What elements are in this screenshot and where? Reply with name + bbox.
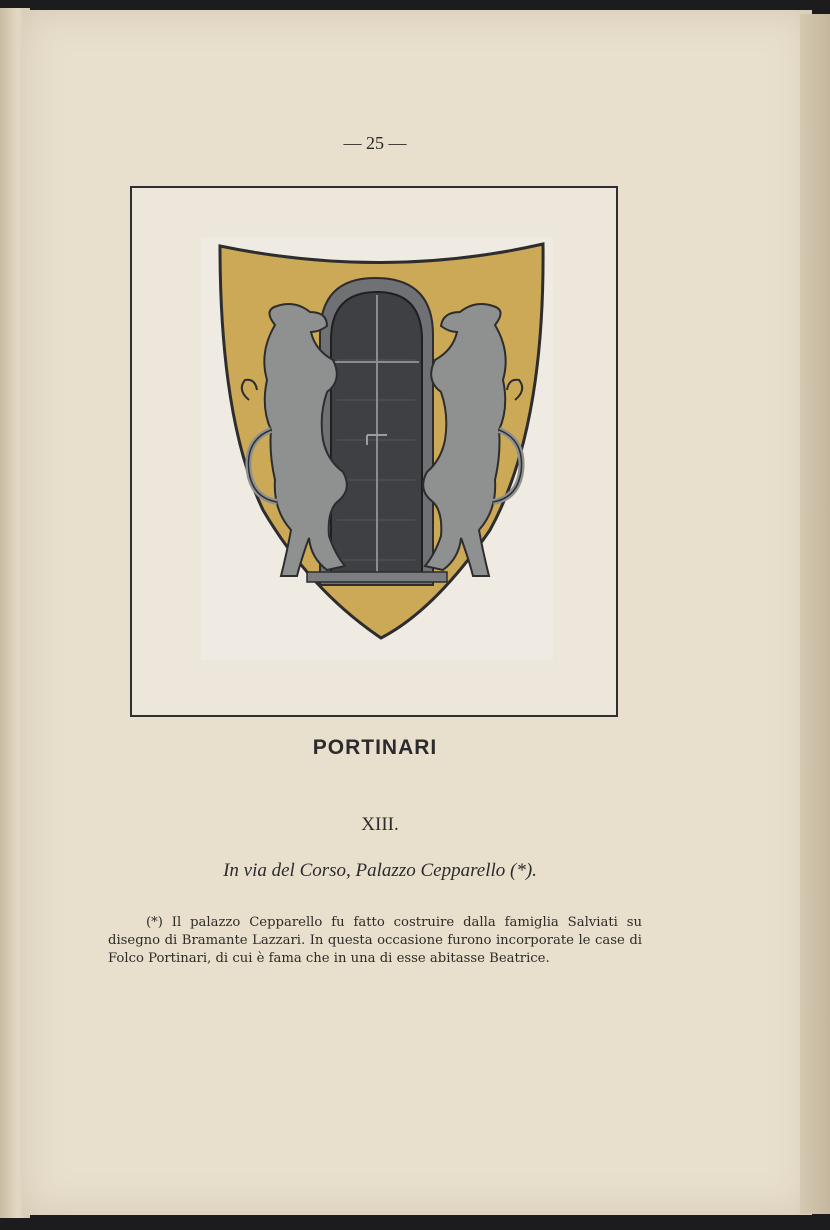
plate-caption: PORTINARI [312, 736, 438, 759]
section-heading: In via del Corso, Palazzo Cepparello (*). [223, 860, 537, 881]
footnote [108, 914, 642, 968]
page-number: — 25 — [343, 133, 407, 153]
portinari-coat-of-arms [215, 240, 555, 645]
section-numeral: XIII. [361, 814, 399, 835]
door-threshold [307, 572, 447, 582]
right-page-edge [800, 14, 830, 1214]
footnote-text: (*) Il palazzo Cepparello fu fatto costruire dalla famiglia Salviati su disegno di Bramante Lazzari. In questa occasione furono incorporate le case di Folco Portinari, di cui è fama che in una di esse abitasse Beatrice. [108, 915, 642, 966]
